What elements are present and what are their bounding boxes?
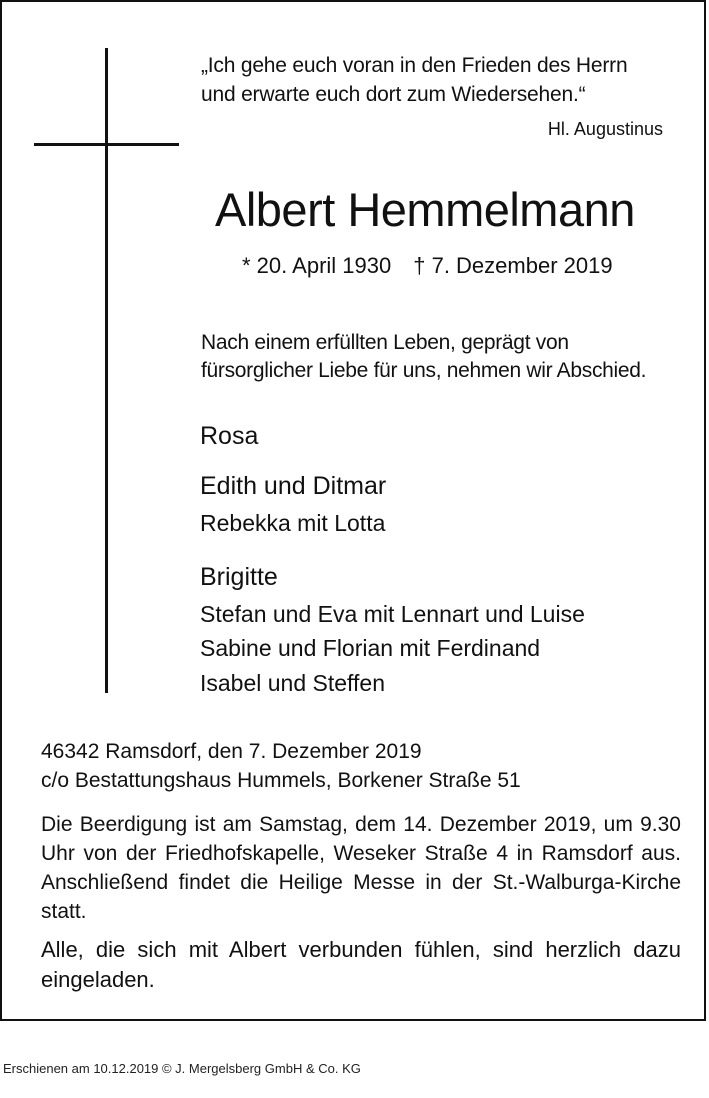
farewell-line: fürsorglicher Liebe für uns, nehmen wir Abschied. (201, 359, 647, 382)
family-member-secondary: Isabel und Steffen (200, 670, 385, 696)
quote-line: „Ich gehe euch voran in den Frieden des Herrn (201, 54, 628, 77)
farewell-text (201, 329, 646, 385)
family-member-primary: Rosa (200, 422, 259, 450)
quote (201, 51, 681, 109)
quote-line: und erwarte euch dort zum Wiedersehen.“ (201, 83, 586, 106)
publication-footer: Erschienen am 10.12.2019 © J. Mergelsberg GmbH & Co. KG (3, 1061, 361, 1076)
death-date: † 7. Dezember 2019 (413, 253, 613, 278)
family-member-secondary: Stefan und Eva mit Lennart und Luise (200, 601, 585, 627)
address-line: c/o Bestattungshaus Hummels, Borkener Straße 51 (41, 769, 521, 792)
family-member-primary: Brigitte (200, 563, 278, 591)
quote-author: Hl. Augustinus (547, 119, 663, 139)
life-dates (242, 252, 613, 280)
place-date-line: 46342 Ramsdorf, den 7. Dezember 2019 (41, 740, 422, 763)
family-member-secondary: Sabine und Florian mit Ferdinand (200, 635, 541, 661)
family-member-secondary: Rebekka mit Lotta (200, 510, 386, 536)
birth-date: * 20. April 1930 (242, 253, 392, 278)
family-member-primary: Edith und Ditmar (200, 472, 387, 500)
funeral-details: Die Beerdigung ist am Samstag, dem 14. Dezember 2019, um 9.30 Uhr von der Friedhofskapelle, Weseker Straße 4 in Ramsdorf aus. Anschließend findet die Heilige Messe in der St.-Walburga-Kirche statt. (41, 813, 681, 923)
invitation-text: Alle, die sich mit Albert verbunden fühlen, sind herzlich dazu eingeladen. (41, 937, 681, 992)
farewell-line: Nach einem erfüllten Leben, geprägt von (201, 331, 569, 354)
deceased-name: Albert Hemmelmann (215, 183, 635, 236)
place-and-address (41, 737, 521, 795)
cross-icon-horizontal-bar (34, 143, 179, 146)
